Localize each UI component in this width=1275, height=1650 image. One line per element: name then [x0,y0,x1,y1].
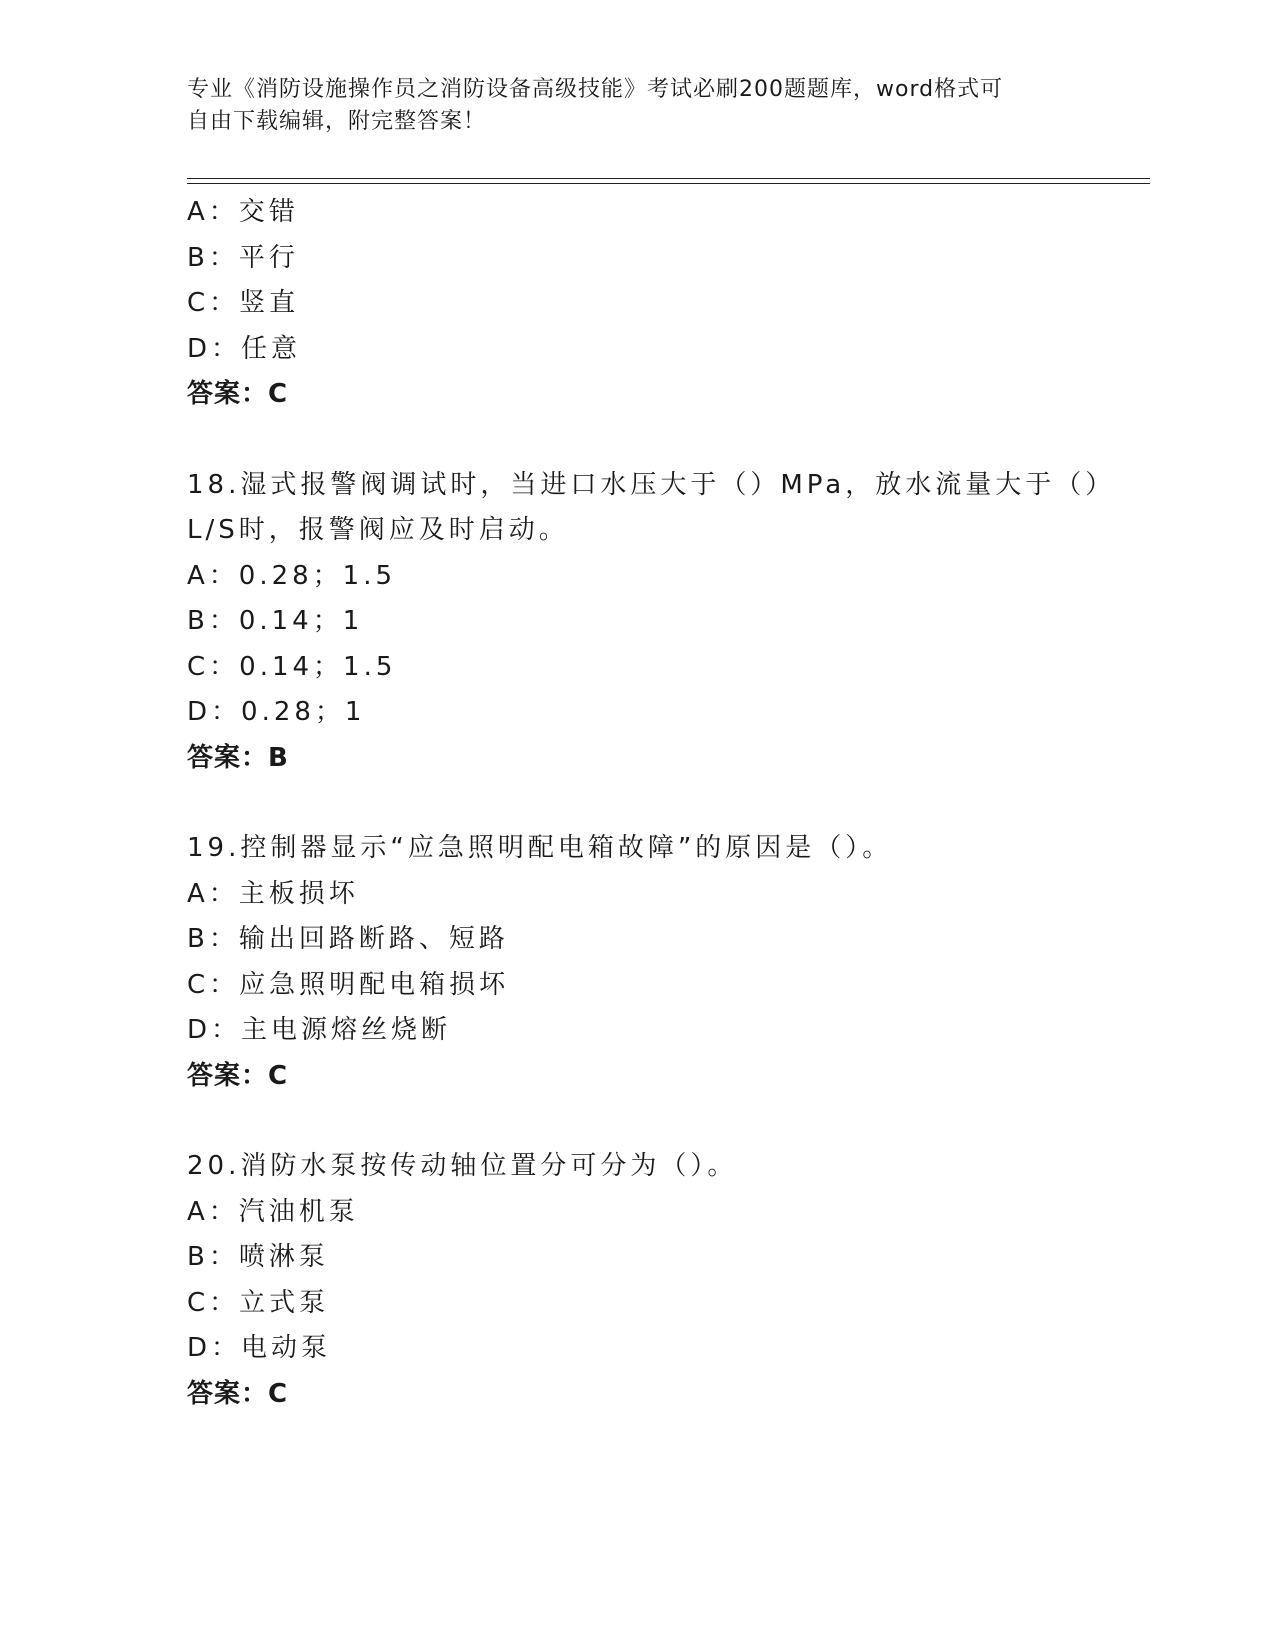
option-d: D：0.28；1 [187,697,366,727]
question-stem-continued: L/S时，报警阀应及时启动。 [187,515,569,545]
option-c: C：竖直 [187,288,300,318]
option-d: D：电动泵 [187,1333,332,1363]
document-header [187,74,1067,138]
question-stem: 18.湿式报警阀调试时，当进口水压大于（）MPa，放水流量大于（） [187,469,1116,500]
option-d: D：主电源熔丝烧断 [187,1015,452,1045]
answer-line: 答案：B [187,742,289,773]
option-a: A：主板损坏 [187,878,359,909]
question-stem: 20.消防水泵按传动轴位置分可分为（）。 [187,1151,738,1181]
option-c: C：0.14；1.5 [187,651,397,682]
question-19 [187,826,1150,1099]
option-a: A：交错 [187,197,299,227]
answer-line: 答案：C [187,1060,289,1091]
answer-line: 答案：C [187,1378,289,1409]
question-20 [187,1144,1150,1417]
header-line-1: 专业《消防设施操作员之消防设备高级技能》考试必刷200题题库，word格式可 [187,77,1004,102]
question-17-partial [187,190,1150,418]
question-stem: 19.控制器显示“应急照明配电箱故障”的原因是（）。 [187,833,893,863]
spacer [187,418,1150,463]
answer-line: 答案：C [187,379,289,409]
option-b: B：输出回路断路、短路 [187,924,509,954]
question-18 [187,463,1150,782]
header-line-2: 自由下载编辑，附完整答案！ [187,109,487,134]
option-b: B：0.14；1 [187,606,364,636]
option-b: B：平行 [187,242,299,273]
spacer [187,1099,1150,1144]
question-list [187,190,1150,1417]
option-a: A：汽油机泵 [187,1196,359,1227]
option-c: C：立式泵 [187,1287,330,1318]
header-divider [187,178,1150,184]
option-a: A：0.28；1.5 [187,560,397,591]
option-b: B：喷淋泵 [187,1242,329,1272]
spacer [187,781,1150,826]
option-c: C：应急照明配电箱损坏 [187,969,510,1000]
option-d: D：任意 [187,333,302,364]
